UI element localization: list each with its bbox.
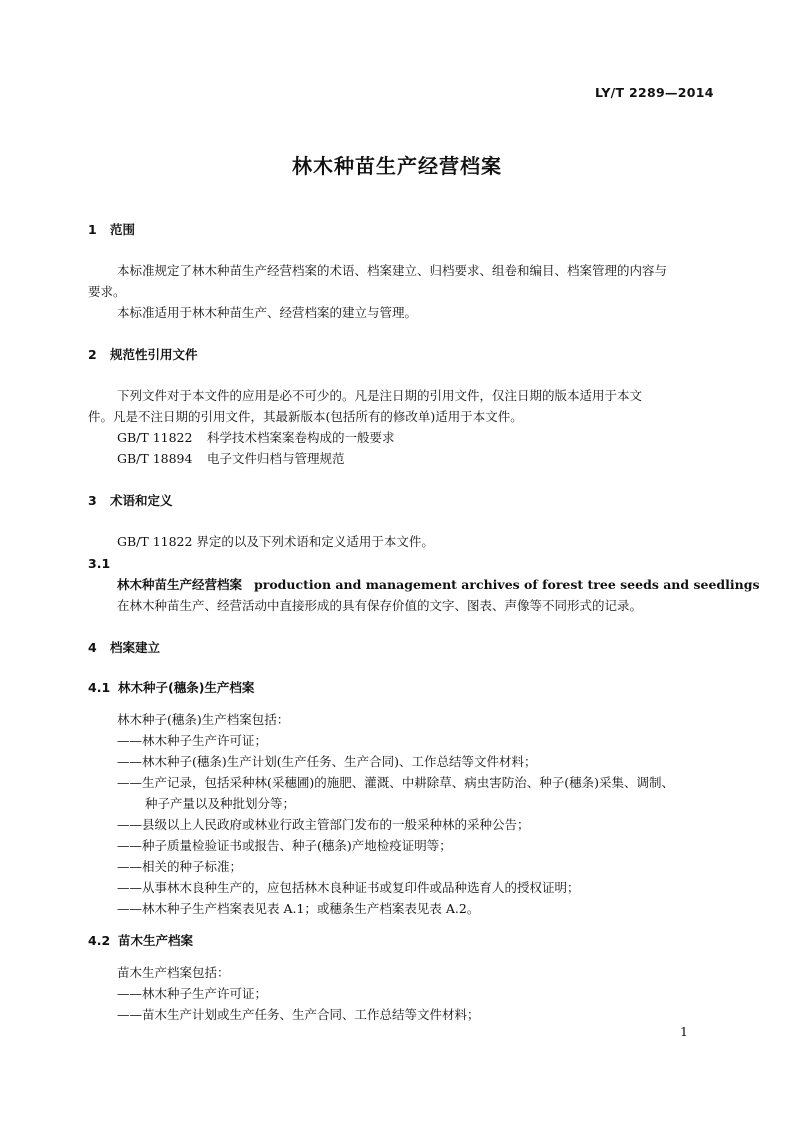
paragraph: 苗木生产档案包括：: [117, 965, 230, 980]
list-item: ——林木种子生产许可证；: [117, 733, 268, 748]
section-4-heading: [88, 638, 160, 656]
section-3-heading: [88, 491, 173, 509]
term-definition: 在林木种苗生产、经营活动中直接形成的具有保存价值的文字、图表、声像等不同形式的记录。: [117, 598, 643, 613]
reference-code: GB/T 18894: [117, 451, 193, 466]
subsection-4-2-heading: [88, 931, 193, 949]
paragraph: 件。凡是不注日期的引用文件，其最新版本(包括所有的修改单)适用于本文件。: [88, 409, 523, 424]
list-item: ——林木种子(穗条)生产计划(生产任务、生产合同)、工作总结等文件材料；: [117, 754, 537, 769]
list-item: ——种子质量检验证书或报告、种子(穗条)产地检疫证明等；: [117, 838, 452, 853]
list-item: ——林木种子生产档案表见表 A.1；或穗条生产档案表见表 A.2。: [117, 901, 480, 916]
section-number: 4: [88, 640, 97, 655]
list-item: ——生产记录，包括采种林(采穗圃)的施肥、灌溉、中耕除草、病虫害防治、种子(穗条)采集、调制、: [117, 775, 675, 790]
term-chinese: 林木种苗生产经营档案: [117, 577, 243, 592]
section-title: 规范性引用文件: [110, 347, 198, 362]
subsection-title: 林木种子(穗条)生产档案: [118, 680, 255, 695]
list-item: ——苗木生产计划或生产任务、生产合同、工作总结等文件材料；: [117, 1007, 480, 1022]
document-title: 林木种苗生产经营档案: [292, 154, 502, 178]
standard-code: LY/T 2289—2014: [595, 85, 714, 100]
list-item: ——相关的种子标准；: [117, 859, 243, 874]
subsection-number: 4.1: [88, 680, 111, 695]
section-number: 3: [88, 493, 97, 508]
paragraph: GB/T 11822 界定的以及下列术语和定义适用于本文件。: [117, 534, 434, 549]
paragraph: 要求。: [88, 284, 126, 299]
reference-item: [117, 448, 345, 469]
term-number: 3.1: [88, 556, 111, 571]
page-number: 1: [680, 1024, 688, 1039]
paragraph: 下列文件对于本文件的应用是必不可少的。凡是注日期的引用文件，仅注日期的版本适用于本文: [117, 388, 643, 403]
paragraph: 本标准适用于林木种苗生产、经营档案的建立与管理。: [117, 305, 418, 320]
subsection-number: 4.2: [88, 933, 111, 948]
section-title: 档案建立: [110, 640, 161, 655]
section-number: 2: [88, 347, 97, 362]
subsection-4-1-heading: [88, 678, 254, 696]
list-item-continuation: 种子产量以及种批划分等；: [145, 796, 296, 811]
list-item: ——县级以上人民政府或林业行政主管部门发布的一般采种林的采种公告；: [117, 817, 530, 832]
paragraph: 林木种子(穗条)生产档案包括：: [117, 712, 290, 727]
list-item: ——林木种子生产许可证；: [117, 986, 268, 1001]
section-title: 术语和定义: [110, 493, 173, 508]
reference-item: [117, 427, 395, 448]
reference-code: GB/T 11822: [117, 430, 193, 445]
subsection-title: 苗木生产档案: [118, 933, 194, 948]
section-2-heading: [88, 345, 198, 363]
term-entry: [117, 574, 760, 595]
paragraph: 本标准规定了林木种苗生产经营档案的术语、档案建立、归档要求、组卷和编目、档案管理的内容与: [117, 263, 668, 278]
section-number: 1: [88, 222, 97, 237]
section-title: 范围: [110, 222, 136, 237]
term-english: production and management archives of forest tree seeds and seedlings: [254, 577, 760, 592]
section-1-heading: [88, 220, 135, 238]
reference-title: 科学技术档案案卷构成的一般要求: [207, 430, 395, 445]
reference-title: 电子文件归档与管理规范: [207, 451, 345, 466]
list-item: ——从事林木良种生产的，应包括林木良种证书或复印件或品种选育人的授权证明；: [117, 880, 580, 895]
